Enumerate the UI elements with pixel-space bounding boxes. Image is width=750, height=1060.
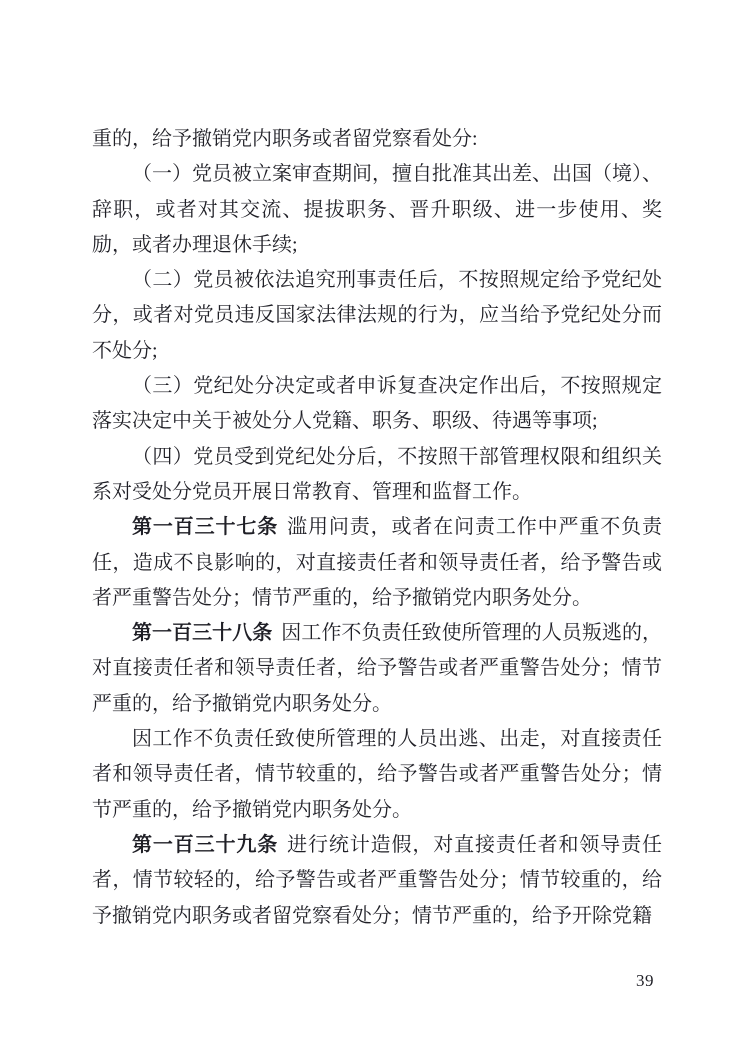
paragraph-text: 进行统计造假，对直接责任者和领导责任者，情节较轻的，给予警告或者严重警告处分；情节较重的，给予撤销党内职务或者留党察看处分；情节严重的，给予开除党籍 (92, 833, 662, 927)
article-number: 第一百三十九条 (132, 833, 279, 856)
paragraph (92, 369, 662, 440)
paragraph-text: 因工作不负责任致使所管理的人员出逃、出走，对直接责任者和领导责任者，情节较重的，给予警告或者严重警告处分；情节严重的，给予撤销党内职务处分。 (92, 728, 662, 821)
paragraph-text: （四）党员受到党纪处分后，不按照干部管理权限和组织关系对受处分党员开展日常教育、管理和监督工作。 (92, 445, 662, 503)
page-number: 39 (636, 971, 654, 990)
paragraph (92, 122, 662, 157)
paragraph-text: （二）党员被依法追究刑事责任后，不按照规定给予党纪处分，或者对党员违反国家法律法规的行为，应当给予党纪处分而不处分; (92, 269, 662, 362)
article-number: 第一百三十八条 (132, 622, 273, 645)
paragraph-text: 因工作不负责任致使所管理的人员叛逃的，对直接责任者和领导责任者，给予警告或者严重警告处分；情节严重的，给予撤销党内职务处分。 (92, 622, 663, 715)
paragraph-text: 重的，给予撤销党内职务或者留党察看处分: (92, 128, 478, 150)
paragraph-text: （三）党纪处分决定或者申诉复查决定作出后，不按照规定落实决定中关于被处分人党籍、职务、职级、待遇等事项; (92, 375, 662, 433)
paragraph (92, 263, 662, 369)
paragraph-text: （一）党员被立案审查期间，擅自批准其出差、出国（境）、辞职，或者对其交流、提拔职务、晋升职级、进一步使用、奖励，或者办理退休手续; (92, 163, 662, 256)
paragraph (92, 440, 662, 511)
paragraph (92, 157, 662, 263)
paragraph (92, 510, 662, 616)
paragraph (92, 722, 662, 828)
article-number: 第一百三十七条 (132, 516, 279, 539)
paragraph (92, 828, 662, 934)
document-body (92, 122, 662, 934)
paragraph (92, 616, 662, 722)
paragraph-text: 滥用问责，或者在问责工作中严重不负责任，造成不良影响的，对直接责任者和领导责任者，给予警告或者严重警告处分；情节严重的，给予撤销党内职务处分。 (92, 516, 662, 609)
